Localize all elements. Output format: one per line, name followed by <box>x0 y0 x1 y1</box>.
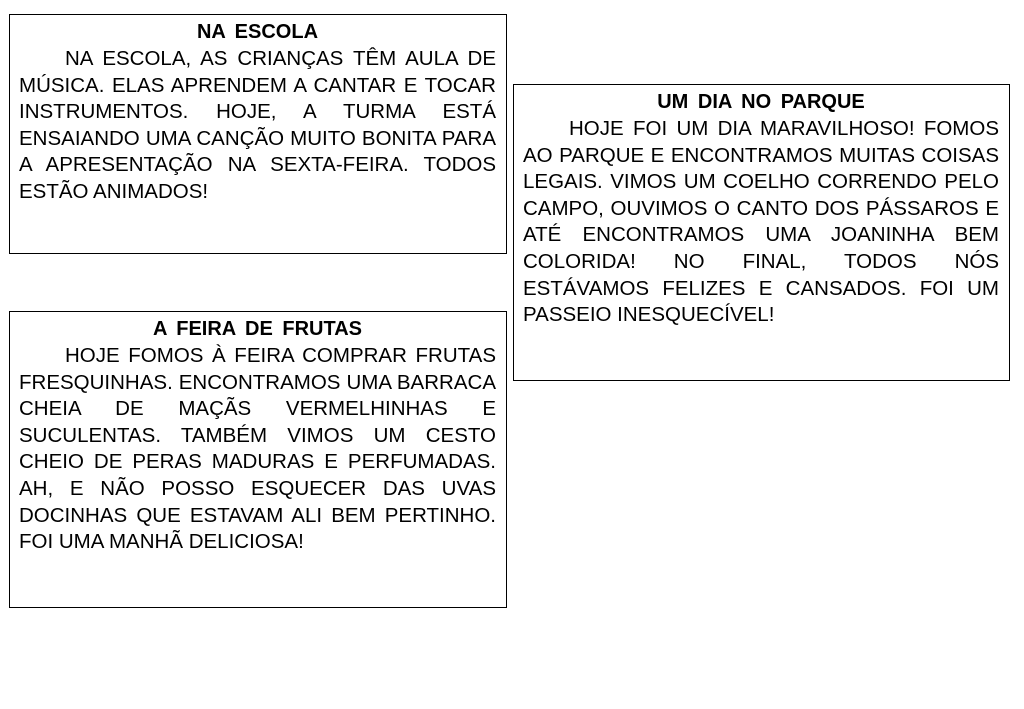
card-title: NA ESCOLA <box>196 21 319 43</box>
text-card-na-escola <box>9 14 507 254</box>
card-title: A FEIRA DE FRUTAS <box>152 318 363 340</box>
text-card-a-feira-de-frutas <box>9 311 507 608</box>
card-body: NA ESCOLA, AS CRIANÇAS TÊM AULA DE MÚSICA. ELAS APRENDEM A CANTAR E TOCAR INSTRUMENTOS. HOJE, A TURMA ESTÁ ENSAIANDO UMA CANÇÃO MUITO BONITA PARA A APRESENTAÇÃO NA SEXTA-FEIRA. TODOS ESTÃO ANIMADOS! <box>19 47 496 203</box>
card-title: UM DIA NO PARQUE <box>657 91 865 113</box>
card-body: HOJE FOI UM DIA MARAVILHOSO! FOMOS AO PARQUE E ENCONTRAMOS MUITAS COISAS LEGAIS. VIMOS UM COELHO CORRENDO PELO CAMPO, OUVIMOS O CANTO DOS PÁSSAROS E ATÉ ENCONTRAMOS UMA JOANINHA BEM COLORIDA! NO FINAL, TODOS NÓS ESTÁVAMOS FELIZES E CANSADOS. FOI UM PASSEIO INESQUECÍVEL! <box>523 117 999 327</box>
card-body: HOJE FOMOS À FEIRA COMPRAR FRUTAS FRESQUINHAS. ENCONTRAMOS UMA BARRACA CHEIA DE MAÇÃS VERMELHINHAS E SUCULENTAS. TAMBÉM VIMOS UM CESTO CHEIO DE PERAS MADURAS E PERFUMADAS. AH, E NÃO POSSO ESQUECER DAS UVAS DOCINHAS QUE ESTAVAM ALI BEM PERTINHO. FOI UMA MANHÃ DELICIOSA! <box>19 344 496 554</box>
text-card-um-dia-no-parque <box>513 84 1010 381</box>
